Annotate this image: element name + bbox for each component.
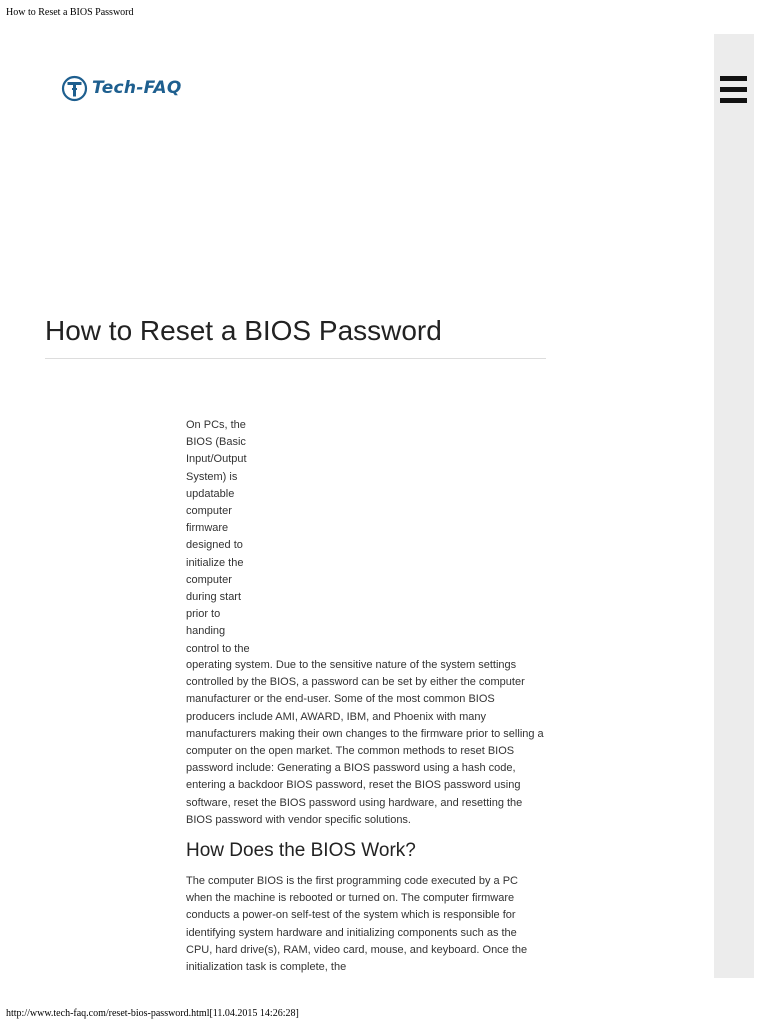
section-heading: How Does the BIOS Work?	[186, 840, 416, 861]
intro-line: control to the	[186, 642, 250, 655]
intro-narrow-column	[186, 417, 258, 658]
tech-faq-logo-icon	[61, 75, 88, 102]
intro-line: updatable	[186, 487, 235, 500]
site-logo[interactable]	[61, 73, 182, 103]
intro-line: computer	[186, 573, 232, 586]
intro-line: prior to	[186, 608, 221, 621]
intro-line: On PCs, the	[186, 419, 246, 431]
title-divider	[45, 358, 546, 359]
intro-line: Input/Output	[186, 453, 247, 466]
section-paragraph: The computer BIOS is the first programming code executed by a PC when the machine is rebooted or turned on. The computer firmware conducts a power-on self-test of the system which is responsible for identifying system hardware and initializing components such as the CPU, hard drive(s), RAM, video card, mouse, and keyboard. Once the initialization task is complete, the	[186, 875, 528, 974]
intro-paragraph: operating system. Due to the sensitive nature of the system settings controlled by the BIOS, a password can be set by either the computer manufacturer or the end-user. Some of the most common BIOS producers include AMI, AWARD, IBM, and Phoenix with many manufacturers making their own changes to the firmware prior to selling a computer on the open market. The common methods to reset BIOS password include: Generating a BIOS password using a hash code, entering a backdoor BIOS password, reset the BIOS password using software, reset the BIOS password using hardware, and resetting the BIOS password with vendor specific solutions.	[186, 659, 544, 826]
print-footer-url: http://www.tech-faq.com/reset-bios-password.html[11.04.2015 14:26:28]	[6, 1008, 299, 1019]
logo-text: Tech-FAQ	[92, 78, 182, 98]
intro-line: firmware	[186, 522, 229, 535]
hamburger-menu-icon[interactable]	[720, 76, 747, 103]
page-title: How to Reset a BIOS Password	[45, 315, 442, 346]
intro-line: System) is	[186, 470, 238, 483]
intro-line: handing	[186, 625, 226, 638]
intro-line: BIOS (Basic	[186, 436, 246, 449]
print-header-title: How to Reset a BIOS Password	[6, 7, 134, 18]
intro-line: during start	[186, 591, 242, 604]
right-sidebar	[714, 34, 754, 978]
intro-line: computer	[186, 505, 232, 518]
intro-line: initialize the	[186, 556, 244, 569]
intro-line: designed to	[186, 539, 243, 552]
